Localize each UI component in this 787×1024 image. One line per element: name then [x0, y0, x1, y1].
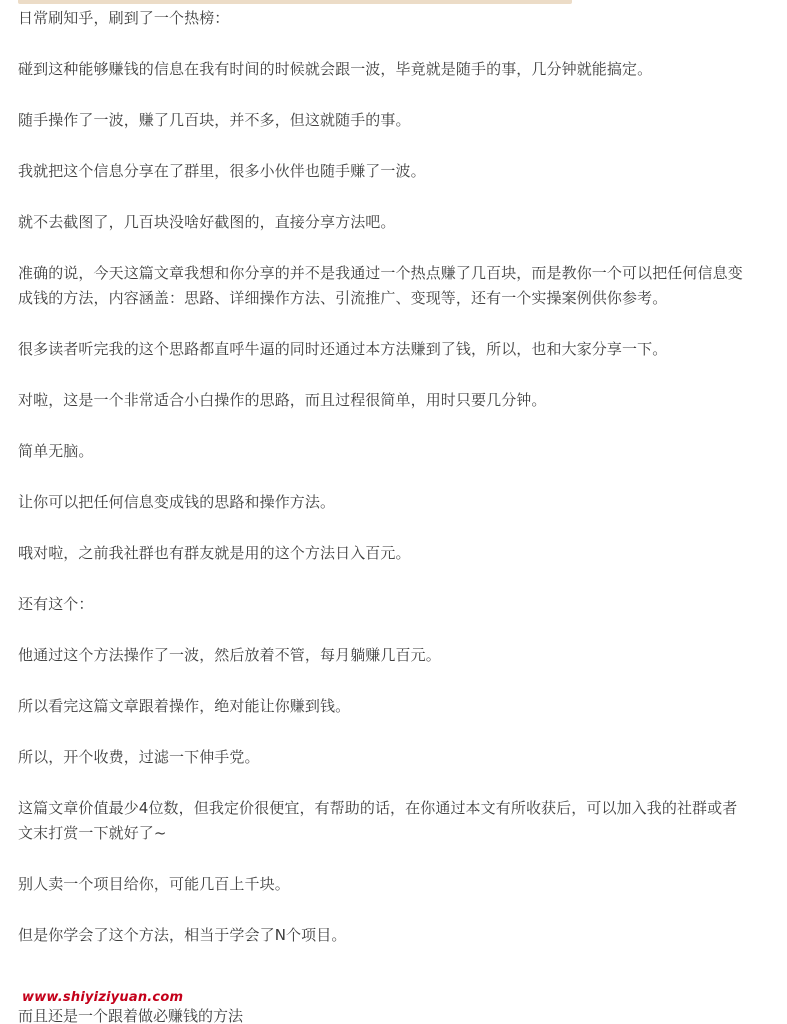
paragraph: 很多读者听完我的这个思路都直呼牛逼的同时还通过本方法赚到了钱，所以，也和大家分享一下。 [18, 340, 668, 358]
paragraph: 就不去截图了，几百块没啥好截图的，直接分享方法吧。 [18, 213, 396, 231]
paragraph: 他通过这个方法操作了一波，然后放着不管，每月躺赚几百元。 [18, 646, 441, 664]
cut-off-paragraph: 而且还是一个跟着做必赚钱的方法 [18, 1007, 244, 1024]
paragraph: 准确的说，今天这篇文章我想和你分享的并不是我通过一个热点赚了几百块，而是教你一个可以把任何信息变成钱的方法，内容涵盖：思路、详细操作方法、引流推广、变现等，还有一个实操案例供你参考。 [18, 264, 743, 307]
site-watermark: www.shiyiziyuan.com [22, 990, 184, 1005]
top-image-edge [18, 0, 572, 4]
paragraph: 所以，开个收费，过滤一下伸手党。 [18, 748, 260, 766]
paragraph: 简单无脑。 [18, 442, 94, 460]
paragraph: 对啦，这是一个非常适合小白操作的思路，而且过程很简单，用时只要几分钟。 [18, 391, 547, 409]
paragraph: 我就把这个信息分享在了群里，很多小伙伴也随手赚了一波。 [18, 162, 426, 180]
paragraph: 让你可以把任何信息变成钱的思路和操作方法。 [18, 493, 336, 511]
paragraph: 别人卖一个项目给你，可能几百上千块。 [18, 875, 290, 893]
paragraph: 所以看完这篇文章跟着操作，绝对能让你赚到钱。 [18, 697, 351, 715]
paragraph: 日常刷知乎，刷到了一个热榜： [18, 9, 230, 27]
article-body [18, 6, 748, 974]
paragraph: 还有这个： [18, 595, 94, 613]
paragraph: 随手操作了一波，赚了几百块，并不多，但这就随手的事。 [18, 111, 411, 129]
paragraph: 但是你学会了这个方法，相当于学会了N个项目。 [18, 926, 347, 944]
paragraph: 哦对啦，之前我社群也有群友就是用的这个方法日入百元。 [18, 544, 411, 562]
paragraph: 碰到这种能够赚钱的信息在我有时间的时候就会跟一波，毕竟就是随手的事，几分钟就能搞定。 [18, 60, 653, 78]
paragraph: 这篇文章价值最少4位数，但我定价很便宜，有帮助的话，在你通过本文有所收获后，可以加入我的社群或者文末打赏一下就好了~ [18, 799, 738, 842]
